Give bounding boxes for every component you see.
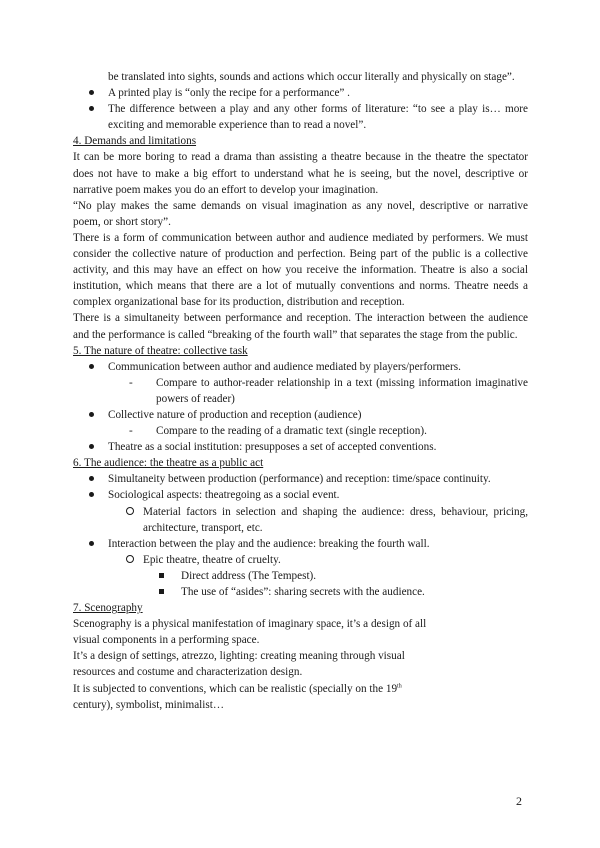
section-heading-4: 4. Demands and limitations bbox=[73, 135, 197, 148]
sub-list-item bbox=[73, 375, 528, 407]
list-item-text: The use of “asides”: sharing secrets with the audience. bbox=[181, 586, 425, 598]
text-line: century), symbolist, minimalist… bbox=[73, 698, 225, 711]
list-item-text: A printed play is “only the recipe for a performance” . bbox=[108, 87, 350, 100]
text-line bbox=[73, 681, 528, 697]
sub-list-item bbox=[73, 504, 528, 536]
list-item-text: Simultaneity between production (performance) and reception: time/space continuity. bbox=[108, 473, 491, 486]
list-item bbox=[73, 359, 528, 375]
sub-sub-list-item bbox=[73, 568, 528, 584]
continuation-text: be translated into sights, sounds and actions which occur literally and physically on stage”. bbox=[108, 71, 515, 83]
text-line-main: It is subjected to conventions, which can be realistic (specially on the 19 bbox=[73, 682, 398, 695]
dash-icon: - bbox=[129, 376, 133, 389]
square-bullet-icon bbox=[159, 584, 164, 600]
section-heading-7: 7. Scenography bbox=[73, 602, 143, 615]
scenography-text bbox=[73, 616, 528, 713]
bullet-icon bbox=[89, 359, 94, 375]
list-item-text: Compare to author-reader relationship in a text (missing information imaginative powers of reader) bbox=[156, 376, 528, 405]
bullet-icon bbox=[89, 439, 94, 455]
list-item-text: Communication between author and audience mediated by players/performers. bbox=[108, 360, 461, 373]
list-item bbox=[73, 487, 528, 503]
page-number: 2 bbox=[516, 794, 522, 808]
list-item bbox=[73, 101, 528, 133]
text-line: Scenography is a physical manifestation of imaginary space, it’s a design of all bbox=[73, 618, 427, 631]
bullet-icon bbox=[89, 487, 94, 503]
list-item-text: Collective nature of production and reception (audience) bbox=[108, 408, 362, 421]
list-item-text: Material factors in selection and shaping the audience: dress, behaviour, pricing, architecture, transport, etc. bbox=[143, 505, 528, 534]
list-item-text: Direct address (The Tempest). bbox=[181, 569, 317, 582]
square-bullet-icon bbox=[159, 568, 164, 584]
sub-list-item bbox=[73, 552, 528, 568]
circle-bullet-icon bbox=[126, 504, 134, 520]
bullet-icon bbox=[89, 407, 94, 423]
list-item bbox=[73, 471, 528, 487]
paragraph: It can be more boring to read a drama than assisting a theatre because in the theatre the spectator does not have to make a big effort to understand what he is seeing, but the novel, descriptive or narrative poem makes you do an effort to develop your imagination. bbox=[73, 151, 528, 196]
list-item bbox=[73, 536, 528, 552]
bullet-icon bbox=[89, 101, 94, 117]
list-item bbox=[73, 85, 528, 101]
list-item bbox=[73, 407, 528, 423]
text-line: resources and costume and characterization design. bbox=[73, 666, 303, 679]
bullet-icon bbox=[89, 85, 94, 101]
bullet-icon bbox=[89, 471, 94, 487]
text-line: visual components in a performing space. bbox=[73, 634, 260, 647]
list-item-text: Compare to the reading of a dramatic text (single reception). bbox=[156, 425, 427, 438]
bullet-icon bbox=[89, 536, 94, 552]
list-item-text: Epic theatre, theatre of cruelty. bbox=[143, 553, 281, 566]
list-item bbox=[73, 439, 528, 455]
list-item-text: Theatre as a social institution: presupposes a set of accepted conventions. bbox=[108, 441, 437, 454]
page-content bbox=[73, 69, 528, 713]
text-line: It’s a design of settings, atrezzo, lighting: creating meaning through visual bbox=[73, 650, 405, 663]
circle-bullet-icon bbox=[126, 552, 134, 568]
list-item-text: Interaction between the play and the audience: breaking the fourth wall. bbox=[108, 537, 430, 550]
sub-list-item bbox=[73, 423, 528, 439]
paragraph: There is a form of communication between author and audience mediated by performers. We must consider the collective nature of production and perfection. Being part of the public is a collective activity, and this may have an effect on how you receive the information. Theatre is also a social institution, which means that there are a lot of mutually conventions and norms. Theatre needs a complex organizational base for its production, distribution and reception. bbox=[73, 231, 528, 309]
section-heading-6: 6. The audience: the theatre as a public act bbox=[73, 457, 264, 470]
sub-sub-list-item bbox=[73, 584, 528, 600]
paragraph: “No play makes the same demands on visual imagination as any novel, descriptive or narrative poem, or short story”. bbox=[73, 199, 528, 228]
list-item-text: The difference between a play and any other forms of literature: “to see a play is… more exciting and memorable experience than to read a novel”. bbox=[108, 103, 528, 132]
superscript: th bbox=[397, 682, 402, 689]
dash-icon: - bbox=[129, 425, 133, 438]
section-heading-5: 5. The nature of theatre: collective task bbox=[73, 344, 248, 357]
list-item-text: Sociological aspects: theatregoing as a social event. bbox=[108, 489, 340, 502]
paragraph: There is a simultaneity between performance and reception. The interaction between the audience and the performance is called “breaking of the fourth wall” that separates the stage from the public. bbox=[73, 312, 528, 341]
